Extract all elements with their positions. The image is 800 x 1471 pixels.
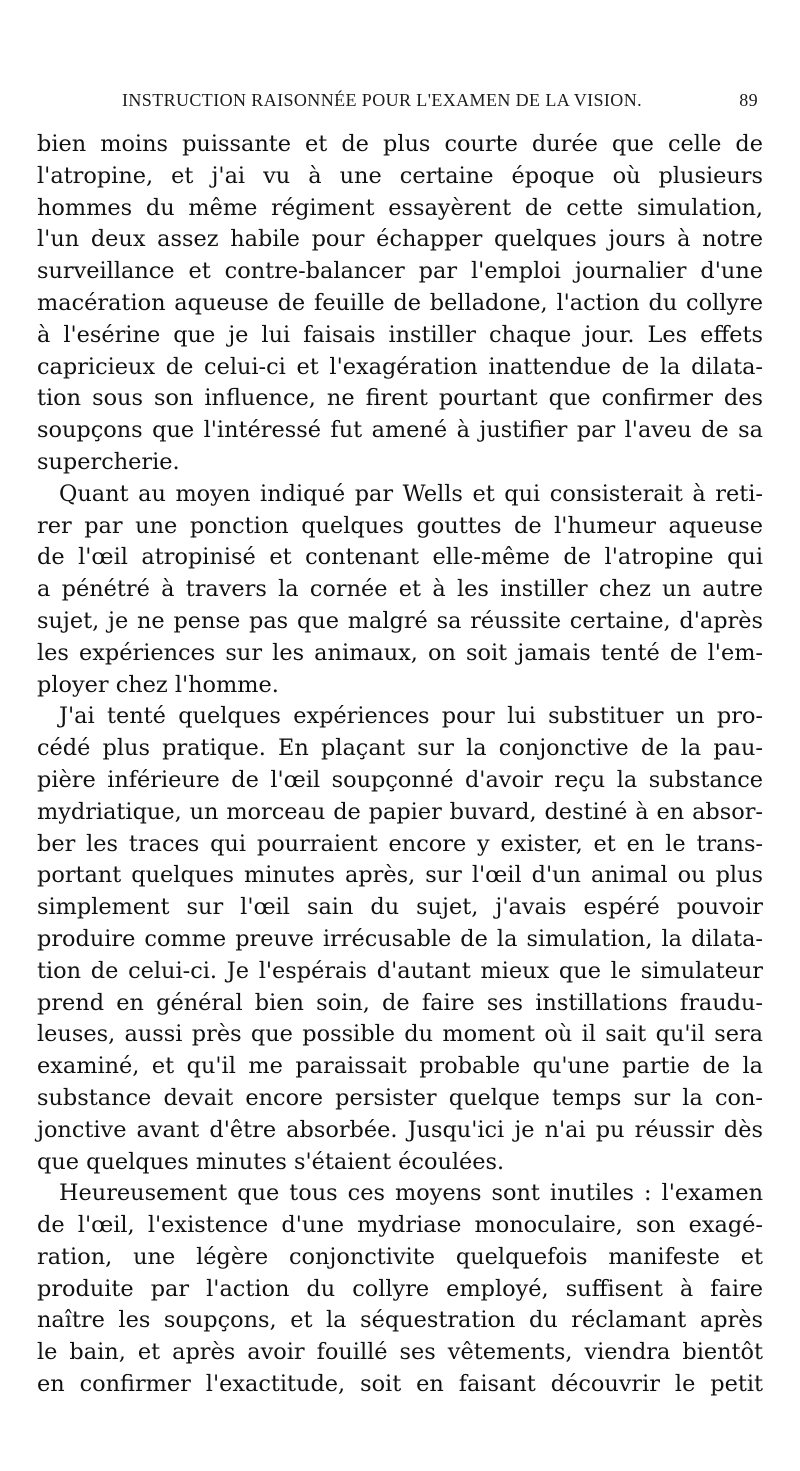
text-line: que quelques minutes s'étaient écoulées.: [37, 1148, 505, 1175]
text-line: pière inférieure de l'œil soupçonné d'avoir reçu la substance: [37, 766, 763, 793]
text-line: à l'esérine que je lui faisais instiller chaque jour. Les effets: [37, 321, 763, 348]
text-line: naître les soupçons, et la séquestration du réclamant après: [37, 1307, 763, 1334]
text-line: capricieux de celui-ci et l'exagération inattendue de la dilata-: [37, 353, 763, 380]
text-line: prend en général bien soin, de faire ses instillations fraudu-: [37, 989, 763, 1016]
page-number: 89: [739, 90, 758, 110]
text-line: examiné, et qu'il me paraissait probable qu'une partie de la: [37, 1053, 763, 1080]
text-line: bien moins puissante et de plus courte durée que celle de: [37, 131, 763, 157]
text-line: produire comme preuve irrécusable de la simulation, la dilata-: [37, 925, 763, 952]
text-line: leuses, aussi près que possible du moment où il sait qu'il sera: [37, 1021, 763, 1048]
text-line: supercherie.: [37, 448, 180, 475]
paragraph: [37, 479, 763, 702]
body-text: [37, 129, 763, 1401]
text-line: J'ai tenté quelques expériences pour lui substituer un pro-: [59, 703, 763, 730]
text-line: mydriatique, un morceau de papier buvard, destiné à en absor-: [37, 798, 763, 825]
text-line: a pénétré à travers la cornée et à les instiller chez un autre: [37, 576, 763, 603]
text-line: jonctive avant d'être absorbée. Jusqu'ici je n'ai pu réussir dès: [37, 1116, 763, 1143]
text-line: hommes du même régiment essayèrent de cette simulation,: [37, 194, 763, 221]
text-line: Heureusement que tous ces moyens sont inutiles : l'examen: [59, 1180, 763, 1207]
text-line: macération aqueuse de feuille de belladone, l'action du collyre: [37, 289, 763, 316]
text-line: l'atropine, et j'ai vu à une certaine époque où plusieurs: [37, 162, 763, 189]
text-line: simplement sur l'œil sain du sujet, j'avais espéré pouvoir: [37, 894, 763, 921]
text-line: de l'œil, l'existence d'une mydriase monoculaire, son exagé-: [37, 1212, 763, 1239]
text-line: surveillance et contre-balancer par l'emploi journalier d'une: [37, 258, 763, 285]
text-line: le bain, et après avoir fouillé ses vêtements, viendra bientôt: [37, 1339, 763, 1366]
text-line: rer par une ponction quelques gouttes de l'humeur aqueuse: [37, 512, 763, 539]
text-line: Quant au moyen indiqué par Wells et qui consisterait à reti-: [59, 480, 763, 507]
paragraph: [37, 701, 763, 1178]
text-line: substance devait encore persister quelque temps sur la con-: [37, 1084, 763, 1111]
text-line: tion sous son influence, ne firent pourtant que confirmer des: [37, 385, 763, 412]
paragraph: [37, 1178, 763, 1401]
text-line: ber les traces qui pourraient encore y exister, et en le trans-: [37, 830, 763, 857]
paragraph: [37, 129, 763, 479]
text-line: l'un deux assez habile pour échapper quelques jours à notre: [37, 226, 763, 253]
text-line: cédé plus pratique. En plaçant sur la conjonctive de la pau-: [37, 735, 763, 762]
text-line: produite par l'action du collyre employé, suffisent à faire: [37, 1275, 763, 1302]
text-line: les expériences sur les animaux, on soit jamais tenté de l'em-: [37, 639, 763, 666]
text-line: tion de celui-ci. Je l'espérais d'autant mieux que le simulateur: [37, 957, 763, 984]
text-line: ration, une légère conjonctivite quelquefois manifeste et: [37, 1243, 763, 1270]
text-line: de l'œil atropinisé et contenant elle-même de l'atropine qui: [37, 544, 763, 571]
text-line: ployer chez l'homme.: [37, 671, 279, 698]
text-line: soupçons que l'intéressé fut amené à justifier par l'aveu de sa: [37, 417, 763, 444]
text-line: sujet, je ne pense pas que malgré sa réussite certaine, d'après: [37, 607, 763, 634]
text-line: portant quelques minutes après, sur l'œil d'un animal ou plus: [37, 862, 763, 889]
running-head: [42, 90, 758, 120]
running-title: INSTRUCTION RAISONNÉE POUR L'EXAMEN DE LA VISION.: [122, 90, 643, 110]
text-line: en confirmer l'exactitude, soit en faisant découvrir le petit: [37, 1371, 763, 1398]
